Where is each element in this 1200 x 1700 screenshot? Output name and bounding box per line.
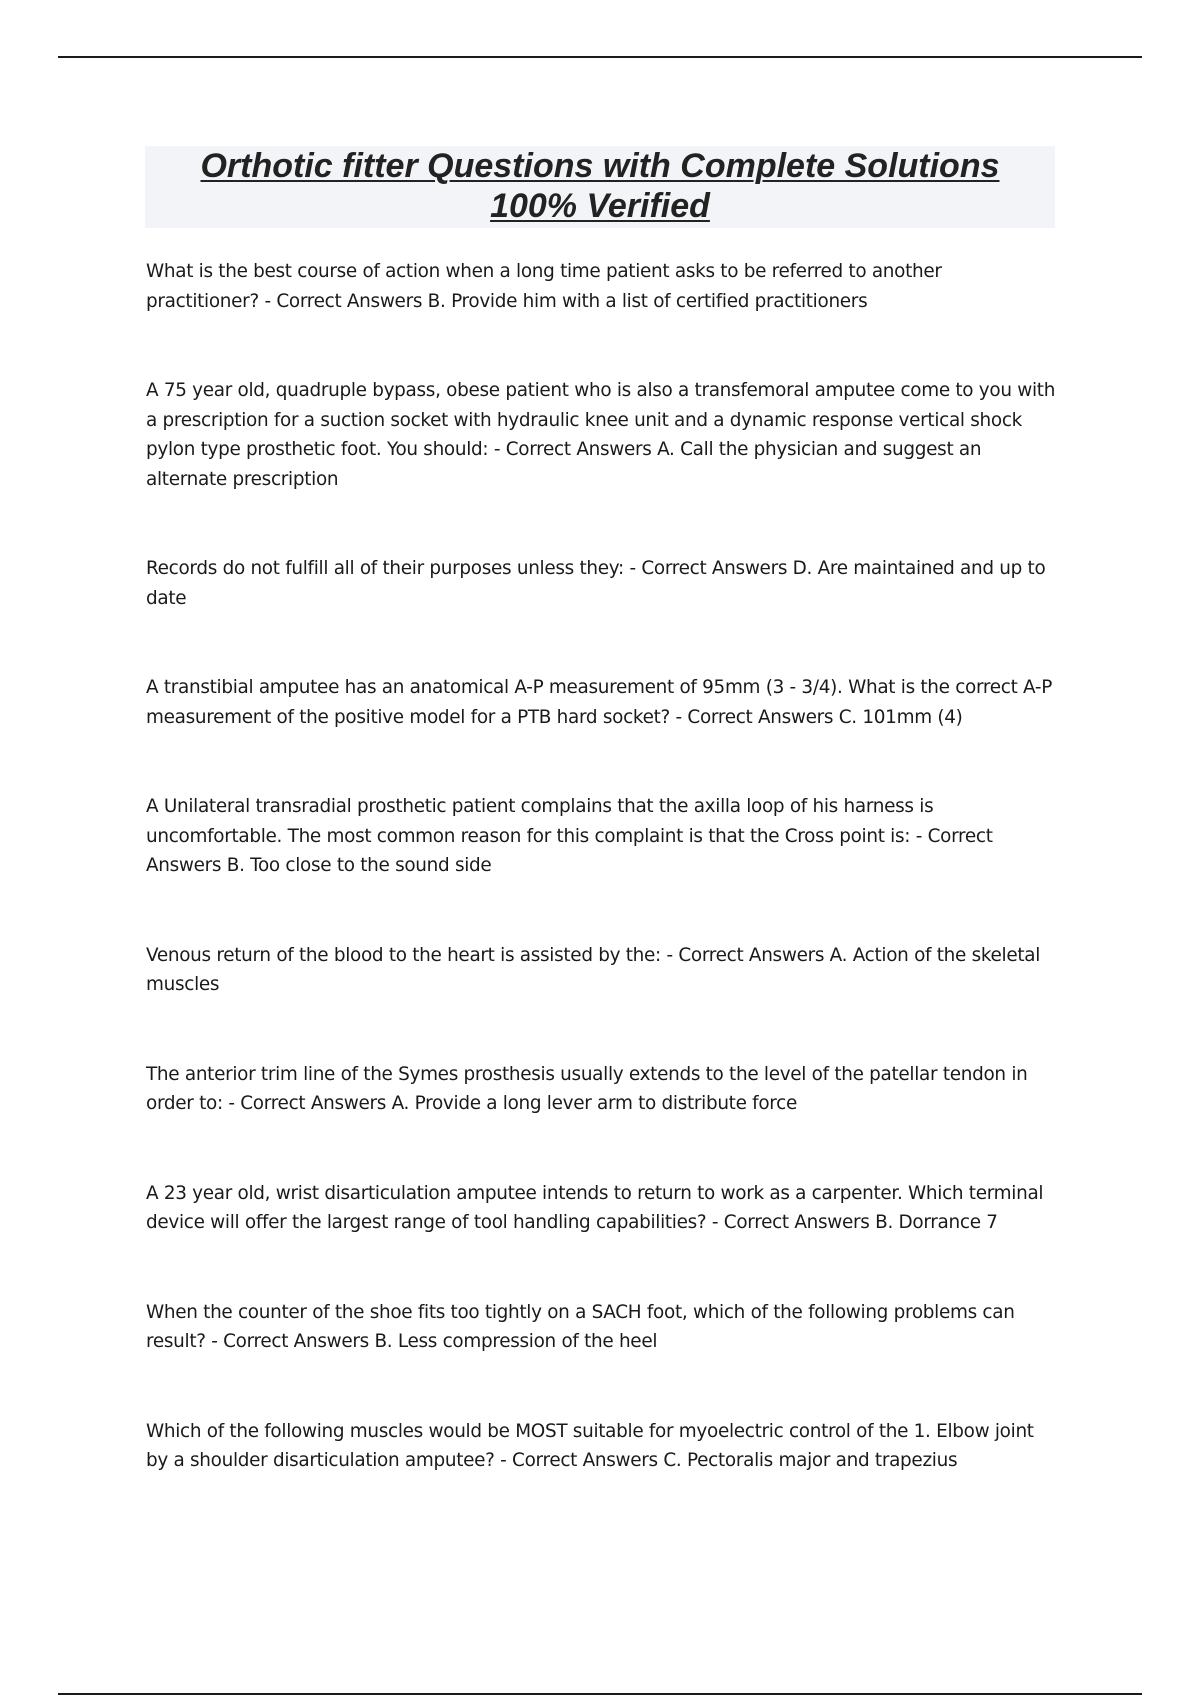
qa-item-2: A 75 year old, quadruple bypass, obese patient who is also a transfemoral amputee come to you with a prescription for a suction socket with hydraulic knee unit and a dynamic response vertical shock pylon type prosthetic foot. You should: - Correct Answers A. Call the physician and suggest an alternate prescription (146, 380, 1056, 490)
qa-item-1: What is the best course of action when a long time patient asks to be referred to another practitioner? - Correct Answers B. Provide him with a list of certified practitioners (146, 261, 942, 312)
qa-list (146, 257, 1056, 1476)
qa-item-5: A Unilateral transradial prosthetic patient complains that the axilla loop of his harness is uncomfortable. The most common reason for this complaint is that the Cross point is: - Correct Answers B. Too close to the sound side (146, 796, 993, 876)
qa-item-6: Venous return of the blood to the heart is assisted by the: - Correct Answers A. Action of the skeletal muscles (146, 944, 1041, 995)
header-rule (58, 56, 1142, 58)
qa-item-3: Records do not fulfill all of their purposes unless they: - Correct Answers D. Are maintained and up to date (146, 558, 1046, 609)
title-line-1: Orthotic fitter Questions with Complete Solutions (200, 147, 1000, 185)
qa-item-7: The anterior trim line of the Symes prosthesis usually extends to the level of the patellar tendon in order to: - Correct Answers A. Provide a long lever arm to distribute force (146, 1063, 1028, 1114)
qa-item-8: A 23 year old, wrist disarticulation amputee intends to return to work as a carpenter. Which terminal device will offer the largest range of tool handling capabilities? - Correct Answers B. Dorrance 7 (146, 1182, 1044, 1233)
footer-rule (58, 1693, 1142, 1695)
title-line-2: 100% Verified (490, 187, 710, 225)
qa-item-4: A transtibial amputee has an anatomical A-P measurement of 95mm (3 - 3/4). What is the correct A-P measurement of the positive model for a PTB hard socket? - Correct Answers C. 101mm (4) (146, 677, 1053, 728)
qa-item-9: When the counter of the shoe fits too tightly on a SACH foot, which of the following problems can result? - Correct Answers B. Less compression of the heel (146, 1301, 1015, 1352)
qa-item-10: Which of the following muscles would be MOST suitable for myoelectric control of the 1. Elbow joint by a shoulder disarticulation amputee? - Correct Answers C. Pectoralis major and trapezius (146, 1420, 1034, 1471)
document-title (145, 146, 1055, 228)
